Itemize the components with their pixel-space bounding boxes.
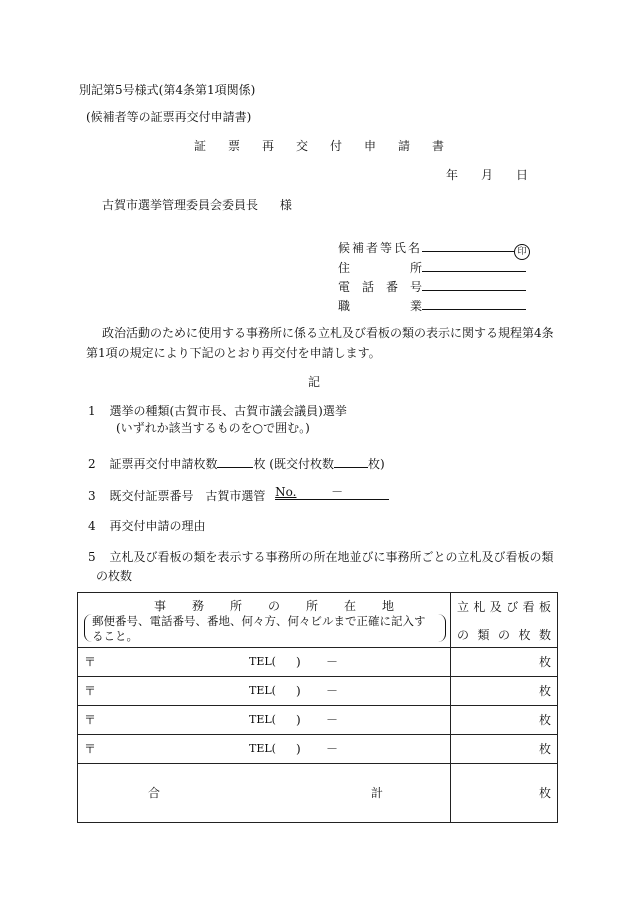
header-char: 所 <box>306 599 319 613</box>
postal-mark: 〒 <box>84 742 97 756</box>
tel-dash: － <box>326 684 339 698</box>
item-2-issued-label: 枚 (既交付枚数 <box>253 457 334 471</box>
count-unit: 枚 <box>538 684 551 698</box>
table-row <box>78 648 558 677</box>
item-2-issued-field[interactable] <box>334 454 368 468</box>
total-char-b: 計 <box>371 786 384 800</box>
item-3 <box>88 486 389 504</box>
office-location-table <box>77 592 558 823</box>
tel-close-paren: ) <box>296 713 301 727</box>
table-header-row <box>78 593 558 648</box>
total-label-cell <box>78 764 451 823</box>
item-3-dash: － <box>331 485 344 499</box>
title-char: 証 <box>194 139 207 153</box>
item-1-note: (いずれか該当するものを○で囲む。) <box>116 421 310 435</box>
applicant-address-field[interactable] <box>422 258 526 272</box>
item-5-text-line-1: 立札及び看板の類を表示する事務所の所在地並びに事務所ごとの立札及び看板の類 <box>109 550 554 564</box>
item-3-prefix: 古賀市選管 <box>205 489 266 503</box>
location-cell[interactable] <box>78 648 451 677</box>
item-4-number: 4 <box>88 519 96 533</box>
applicant-phone-label: 電話番号 <box>338 280 422 294</box>
total-char-a: 合 <box>148 786 161 800</box>
item-3-label: 既交付証票番号 <box>109 489 194 503</box>
item-1-number: 1 <box>88 404 96 418</box>
tel-dash: － <box>326 655 339 669</box>
tel-close-paren: ) <box>296 742 301 756</box>
tel-close-paren: ) <box>296 655 301 669</box>
addressee-honorific: 様 <box>279 198 292 212</box>
form-reference: 別記第5号様式(第4条第1項関係) <box>79 83 256 97</box>
item-5 <box>88 549 553 565</box>
date-day-label: 日 <box>516 168 529 182</box>
item-1-text: 選挙の種類(古賀市長、古賀市議会議員)選挙 <box>109 404 347 418</box>
tel-label: TEL( <box>249 684 276 697</box>
title-char: 票 <box>228 139 241 153</box>
table-row <box>78 706 558 735</box>
title-char: 請 <box>398 139 411 153</box>
item-4-label: 再交付申請の理由 <box>109 519 206 533</box>
tel-label: TEL( <box>249 742 276 755</box>
applicant-occupation-row <box>338 296 526 314</box>
tel-dash: － <box>326 742 339 756</box>
location-cell[interactable] <box>78 706 451 735</box>
title-char: 申 <box>364 139 377 153</box>
count-cell[interactable] <box>451 648 558 677</box>
item-2-requested-label: 証票再交付申請枚数 <box>109 457 218 471</box>
count-header-line-2: の類の枚数 <box>457 628 551 642</box>
count-cell[interactable] <box>451 677 558 706</box>
item-5-number: 5 <box>88 550 96 564</box>
count-header-line-1: 立札及び看板 <box>457 600 551 614</box>
body-line-1: 政治活動のために使用する事務所に係る立札及び看板の類の表示に関する規程第4条 <box>102 326 554 340</box>
title-char: 書 <box>432 139 445 153</box>
count-cell[interactable] <box>451 706 558 735</box>
applicant-address-label: 住所 <box>338 261 422 275</box>
seal-char: 印 <box>517 247 527 257</box>
item-3-no-label: No. <box>275 485 297 499</box>
header-char: 所 <box>230 599 243 613</box>
header-char: 事 <box>154 599 167 613</box>
header-char: の <box>268 599 281 613</box>
header-char: 在 <box>344 599 357 613</box>
tel-label: TEL( <box>249 713 276 726</box>
applicant-occupation-field[interactable] <box>422 296 526 310</box>
tel-label: TEL( <box>249 655 276 668</box>
count-unit: 枚 <box>538 655 551 669</box>
count-unit: 枚 <box>538 742 551 756</box>
item-5-text-line-2: の枚数 <box>96 569 133 583</box>
postal-mark: 〒 <box>84 713 97 727</box>
tel-close-paren: ) <box>296 684 301 698</box>
count-unit: 枚 <box>538 713 551 727</box>
item-2-requested-field[interactable] <box>217 454 253 468</box>
item-3-number-field[interactable] <box>275 486 389 500</box>
applicant-name-label: 候補者等氏名 <box>338 241 423 255</box>
header-char: 地 <box>382 599 395 613</box>
item-1 <box>88 403 347 419</box>
table-row <box>78 677 558 706</box>
applicant-phone-field[interactable] <box>422 277 526 291</box>
title-char: 再 <box>262 139 275 153</box>
body-line-2: 第1項の規定により下記のとおり再交付を申請します。 <box>86 346 381 360</box>
applicant-address-row <box>338 258 526 276</box>
addressee-name: 古賀市選挙管理委員会委員長 <box>102 198 259 212</box>
table-total-row <box>78 764 558 823</box>
count-cell[interactable] <box>451 735 558 764</box>
applicant-occupation-label: 職業 <box>338 299 422 313</box>
item-2-number: 2 <box>88 457 96 471</box>
date-year-label: 年 <box>446 168 459 182</box>
item-3-number: 3 <box>88 489 96 503</box>
applicant-phone-row <box>338 277 526 295</box>
location-cell[interactable] <box>78 677 451 706</box>
total-unit: 枚 <box>538 786 551 800</box>
date-month-label: 月 <box>481 168 494 182</box>
postal-mark: 〒 <box>84 684 97 698</box>
location-note-line-2: ること。 <box>92 629 138 643</box>
ki-heading: 記 <box>308 375 321 389</box>
table-row <box>78 735 558 764</box>
item-2 <box>88 454 385 472</box>
item-4 <box>88 518 205 534</box>
count-header-cell <box>451 593 558 648</box>
applicant-name-row <box>338 238 530 260</box>
tel-dash: － <box>326 713 339 727</box>
location-cell[interactable] <box>78 735 451 764</box>
location-note-line-1: 郵便番号、電話番号、番地、何々方、何々ビルまで正確に記入す <box>92 614 426 628</box>
title-char: 交 <box>296 139 309 153</box>
item-2-close: 枚) <box>367 457 385 471</box>
addressee <box>102 197 292 213</box>
form-subtitle: (候補者等の証票再交付申請書) <box>86 110 252 124</box>
location-header-title <box>78 597 451 613</box>
title-char: 付 <box>330 139 343 153</box>
applicant-name-field[interactable] <box>422 238 514 252</box>
postal-mark: 〒 <box>84 655 97 669</box>
header-char: 務 <box>192 599 205 613</box>
total-count-cell[interactable] <box>451 764 558 823</box>
location-header-cell <box>78 593 451 648</box>
